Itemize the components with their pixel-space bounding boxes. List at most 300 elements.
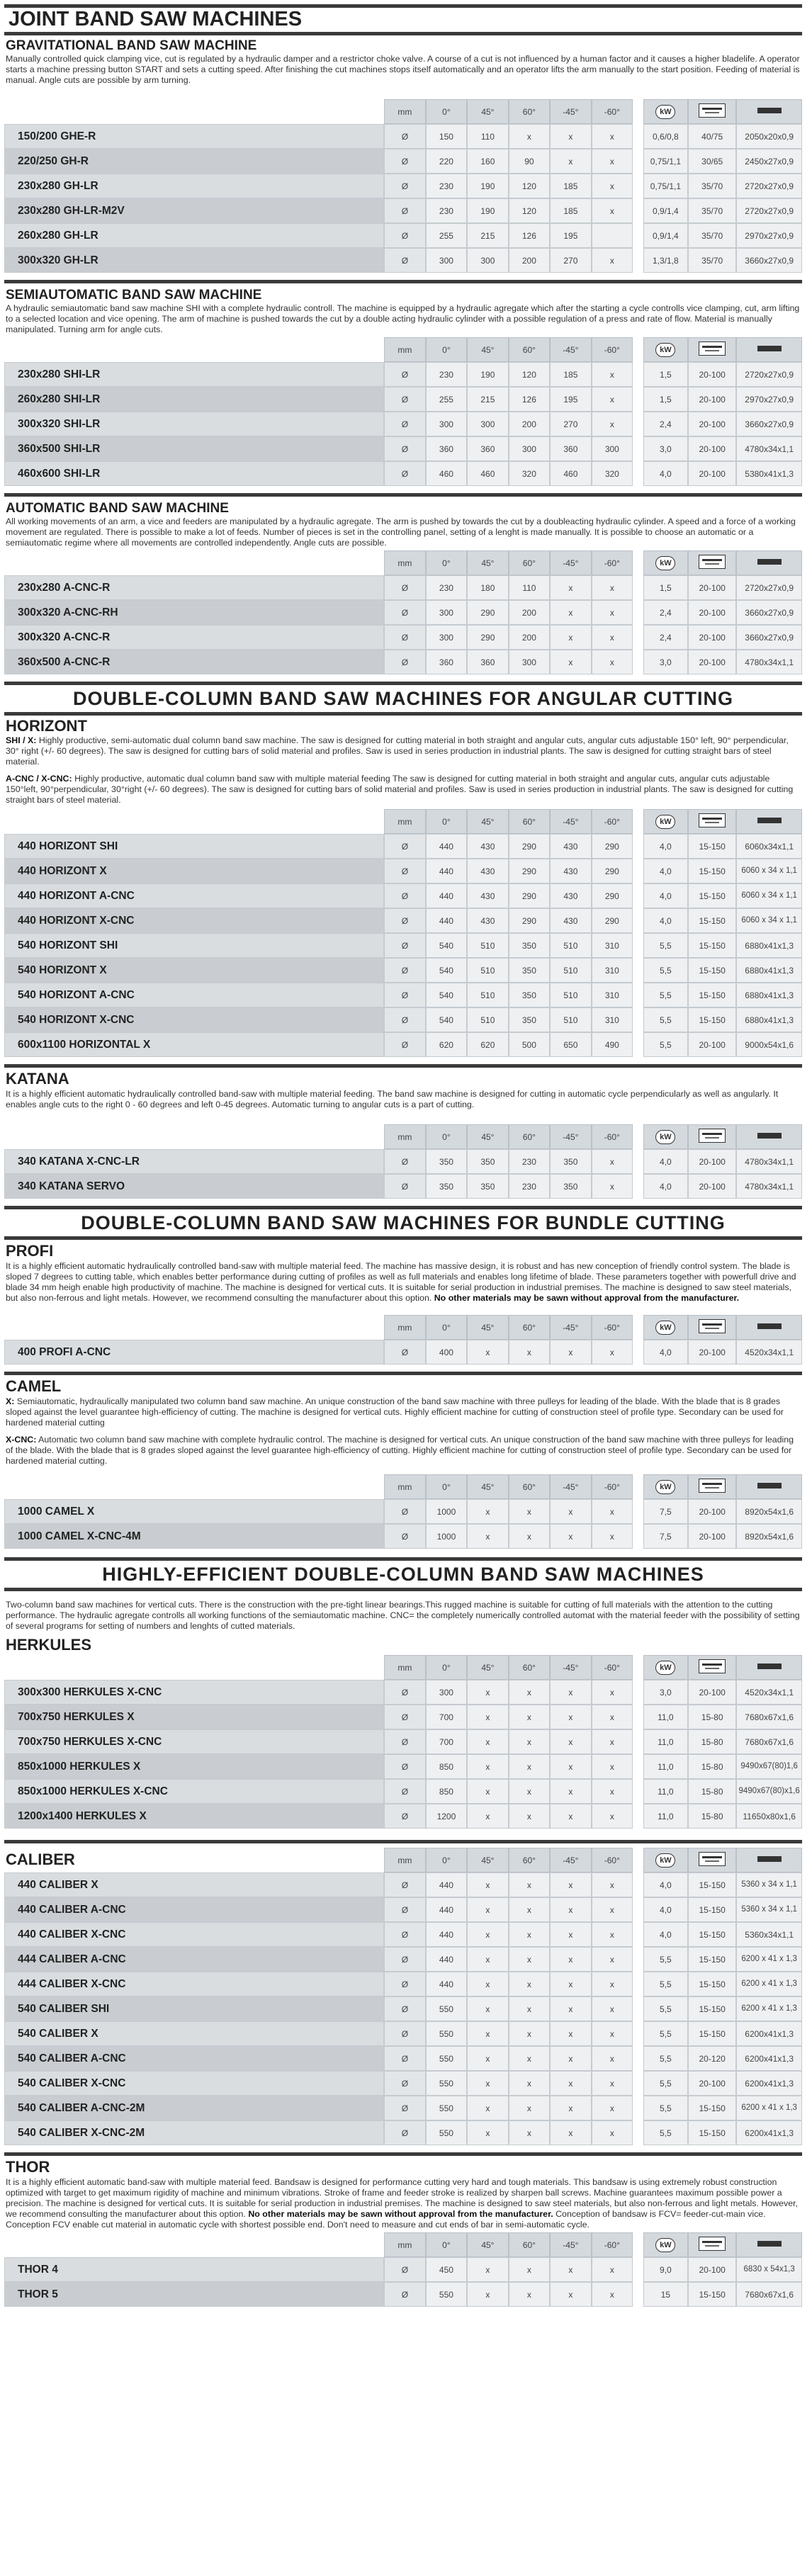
- cell-value: 2720x27x0,9: [736, 198, 802, 223]
- dims-header: [736, 809, 802, 834]
- cell-value: 540: [426, 1007, 467, 1032]
- cell-value: Ø: [384, 1996, 425, 2021]
- cell-value: x: [509, 1897, 550, 1922]
- cell-value: x: [509, 1972, 550, 1996]
- cell-value: x: [467, 2046, 508, 2071]
- table-row: [4, 1705, 802, 1729]
- speed-header: [688, 1655, 736, 1680]
- column-gap: [633, 1897, 643, 1922]
- cell-value: 440: [426, 1872, 467, 1897]
- kw-icon: kW: [655, 815, 675, 829]
- column-gap: [633, 1848, 643, 1872]
- cell-value: 7,5: [643, 1524, 688, 1549]
- cell-value: x: [509, 2071, 550, 2096]
- model-name: 540 HORIZONT A-CNC: [4, 983, 384, 1007]
- cell-value: 8920x54x1,6: [736, 1524, 802, 1549]
- column-gap: [633, 1655, 643, 1680]
- cell-value: x: [592, 600, 633, 625]
- cell-value: 0,9/1,4: [643, 198, 688, 223]
- kw-header: [643, 1655, 688, 1680]
- cell-value: 700: [426, 1729, 467, 1754]
- cell-value: 430: [550, 834, 591, 859]
- cell-value: Ø: [384, 983, 425, 1007]
- column-gap: [633, 362, 643, 387]
- header-spacer: [4, 337, 384, 362]
- cell-value: 320: [509, 461, 550, 486]
- cell-value: 120: [509, 198, 550, 223]
- cell-value: Ø: [384, 2096, 425, 2120]
- table-row: [4, 834, 802, 859]
- cell-value: 460: [550, 461, 591, 486]
- column-gap: [633, 436, 643, 461]
- cell-value: 300: [509, 436, 550, 461]
- cell-value: 440: [426, 1972, 467, 1996]
- column-gap: [633, 1149, 643, 1174]
- column-gap: [633, 1729, 643, 1754]
- cell-value: 2,4: [643, 600, 688, 625]
- cell-value: 15-150: [688, 2120, 736, 2145]
- column-gap: [633, 908, 643, 933]
- cell-value: 20-100: [688, 650, 736, 674]
- cell-value: 550: [426, 2120, 467, 2145]
- cell-value: x: [467, 2282, 508, 2307]
- desc-bold: SHI / X:: [6, 735, 37, 745]
- cell-value: 5,5: [643, 2021, 688, 2046]
- cell-value: 11,0: [643, 1705, 688, 1729]
- cell-value: 550: [426, 2046, 467, 2071]
- cell-value: x: [592, 1499, 633, 1524]
- cell-value: 6200x41x1,3: [736, 2071, 802, 2096]
- cell-value: 15: [643, 2282, 688, 2307]
- cell-value: 7680x67x1,6: [736, 2282, 802, 2307]
- model-name: 340 KATANA SERVO: [4, 1174, 384, 1199]
- column-gap: [633, 625, 643, 650]
- cell-value: 5,5: [643, 1996, 688, 2021]
- cell-value: 5,5: [643, 1032, 688, 1057]
- model-name: 440 CALIBER X: [4, 1872, 384, 1897]
- cell-value: x: [592, 1996, 633, 2021]
- cell-value: x: [550, 1705, 591, 1729]
- cell-value: x: [509, 2046, 550, 2071]
- cell-value: 120: [509, 174, 550, 198]
- cell-value: x: [509, 1340, 550, 1365]
- cell-value: x: [592, 1922, 633, 1947]
- spec-table: [4, 550, 802, 674]
- blade-speed-icon: [699, 813, 726, 827]
- cell-value: x: [509, 1804, 550, 1829]
- cell-value: 440: [426, 859, 467, 883]
- table-header-row: [4, 1124, 802, 1149]
- column-header: 45°: [467, 1655, 508, 1680]
- cell-value: 350: [550, 1149, 591, 1174]
- blade-speed-icon: [699, 1659, 726, 1673]
- cell-value: 230: [426, 174, 467, 198]
- cell-value: 400: [426, 1340, 467, 1365]
- cell-value: Ø: [384, 461, 425, 486]
- cell-value: x: [467, 1872, 508, 1897]
- subtitle-profi: PROFI: [6, 1242, 54, 1260]
- cell-value: 230: [426, 198, 467, 223]
- header-spacer: [4, 1315, 384, 1340]
- table-row: [4, 1804, 802, 1829]
- kw-header: [643, 550, 688, 575]
- cell-value: 5360 x 34 x 1,1: [736, 1897, 802, 1922]
- cell-value: 350: [467, 1174, 508, 1199]
- dims-header: [736, 99, 802, 124]
- cell-value: 550: [426, 1996, 467, 2021]
- cell-value: 290: [509, 908, 550, 933]
- column-header: 60°: [509, 1315, 550, 1340]
- cell-value: 6830 x 54x1,3: [736, 2257, 802, 2282]
- cell-value: Ø: [384, 2071, 425, 2096]
- cell-value: 3660x27x0,9: [736, 248, 802, 273]
- speed-header: [688, 337, 736, 362]
- cell-value: Ø: [384, 933, 425, 958]
- cell-value: 4,0: [643, 859, 688, 883]
- model-name: 540 CALIBER A-CNC-2M: [4, 2096, 384, 2120]
- column-gap: [633, 387, 643, 412]
- speed-header: [688, 809, 736, 834]
- cell-value: 20-100: [688, 2071, 736, 2096]
- table-row: [4, 1972, 802, 1996]
- cell-value: 310: [592, 958, 633, 983]
- spec-table-thor: [4, 2232, 802, 2307]
- column-header: -60°: [592, 99, 633, 124]
- dims-header: [736, 550, 802, 575]
- cell-value: 550: [426, 2282, 467, 2307]
- desc-bold: X-CNC:: [6, 1435, 37, 1445]
- cell-value: 15-150: [688, 1922, 736, 1947]
- section-title-efficient: HIGHLY-EFFICIENT DOUBLE-COLUMN BAND SAW MACHINES: [102, 1564, 704, 1585]
- cell-value: 3660x27x0,9: [736, 412, 802, 436]
- cell-value: 9,0: [643, 2257, 688, 2282]
- caliber-block: [4, 1848, 802, 2145]
- cell-value: 650: [550, 1032, 591, 1057]
- cell-value: 190: [467, 198, 508, 223]
- cell-value: 1,5: [643, 362, 688, 387]
- model-name: 300x320 GH-LR: [4, 248, 384, 273]
- cell-value: 35/70: [688, 174, 736, 198]
- dimensions-icon: [755, 1129, 784, 1143]
- cell-value: 6200x41x1,3: [736, 2120, 802, 2145]
- cell-value: 270: [550, 248, 591, 273]
- cell-value: x: [550, 1680, 591, 1705]
- cell-value: x: [509, 1872, 550, 1897]
- cell-value: Ø: [384, 650, 425, 674]
- column-header: 45°: [467, 1474, 508, 1499]
- cell-value: 20-100: [688, 1680, 736, 1705]
- cell-value: 1200: [426, 1804, 467, 1829]
- cell-value: 6880x41x1,3: [736, 933, 802, 958]
- speed-header: [688, 1474, 736, 1499]
- cell-value: x: [550, 2257, 591, 2282]
- cell-value: Ø: [384, 1680, 425, 1705]
- cell-value: x: [592, 248, 633, 273]
- cell-value: x: [592, 387, 633, 412]
- cell-value: 320: [592, 461, 633, 486]
- cell-value: 510: [467, 983, 508, 1007]
- model-name: 700x750 HERKULES X: [4, 1705, 384, 1729]
- cell-value: x: [550, 1972, 591, 1996]
- column-gap: [633, 2232, 643, 2257]
- cell-value: 310: [592, 933, 633, 958]
- blade-speed-icon: [699, 1479, 726, 1493]
- cell-value: 0,9/1,4: [643, 223, 688, 248]
- cell-value: 620: [426, 1032, 467, 1057]
- cell-value: 4,0: [643, 883, 688, 908]
- cell-value: x: [509, 1779, 550, 1804]
- table-row: [4, 1947, 802, 1972]
- column-gap: [633, 575, 643, 600]
- cell-value: 4780x34x1,1: [736, 1174, 802, 1199]
- cell-value: x: [509, 1922, 550, 1947]
- cell-value: 20-100: [688, 575, 736, 600]
- cell-value: Ø: [384, 198, 425, 223]
- model-name: 850x1000 HERKULES X: [4, 1754, 384, 1779]
- cell-value: 255: [426, 223, 467, 248]
- kw-header: [643, 337, 688, 362]
- cell-value: 120: [509, 362, 550, 387]
- desc-gravitational: Manually controlled quick clamping vice, cut is regulated by a hydraulic damper and a restrictor choke valve. A course of a cut is not influenced by a human factor and it causes a higher bladelife. A operator starts a machine pressing button START and sets a cutting speed. After finishing the cut machines stops itself automatically and an operator lifts the arm manually to the start position. Feeding of material is manual. Angle cuts are possible by arm turning.: [6, 54, 800, 85]
- cell-value: 440: [426, 1922, 467, 1947]
- table-row: [4, 248, 802, 273]
- column-gap: [633, 2120, 643, 2145]
- cell-value: 6060 x 34 x 1,1: [736, 908, 802, 933]
- column-gap: [633, 461, 643, 486]
- table-row: [4, 2021, 802, 2046]
- cell-value: x: [592, 1897, 633, 1922]
- table-header-row: [4, 2232, 802, 2257]
- cell-value: 126: [509, 223, 550, 248]
- column-header: -45°: [550, 99, 591, 124]
- cell-value: 550: [426, 2096, 467, 2120]
- cell-value: Ø: [384, 1705, 425, 1729]
- table-row: [4, 1149, 802, 1174]
- cell-value: 5,5: [643, 2046, 688, 2071]
- cell-value: x: [550, 575, 591, 600]
- cell-value: 6200 x 41 x 1,3: [736, 1947, 802, 1972]
- spec-table: [4, 809, 802, 1057]
- cell-value: 15-150: [688, 1897, 736, 1922]
- table-row: [4, 198, 802, 223]
- kw-header: [643, 1474, 688, 1499]
- cell-value: 35/70: [688, 248, 736, 273]
- cell-value: x: [592, 412, 633, 436]
- column-gap: [633, 1705, 643, 1729]
- header-spacer: [4, 809, 384, 834]
- table-row: [4, 1032, 802, 1057]
- column-gap: [633, 1680, 643, 1705]
- cell-value: x: [509, 1729, 550, 1754]
- table-row: [4, 2096, 802, 2120]
- cell-value: 35/70: [688, 198, 736, 223]
- cell-value: 15-80: [688, 1729, 736, 1754]
- dims-header: [736, 1655, 802, 1680]
- cell-value: 11650x80x1,6: [736, 1804, 802, 1829]
- cell-value: 20-100: [688, 1032, 736, 1057]
- cell-value: 300: [426, 600, 467, 625]
- header-spacer: [4, 1474, 384, 1499]
- cell-value: 110: [509, 575, 550, 600]
- model-name: 850x1000 HERKULES X-CNC: [4, 1779, 384, 1804]
- cell-value: 230: [509, 1174, 550, 1199]
- cell-value: x: [550, 1754, 591, 1779]
- dimensions-icon: [755, 555, 784, 569]
- cell-value: 540: [426, 983, 467, 1007]
- cell-value: 7680x67x1,6: [736, 1729, 802, 1754]
- dimensions-icon: [755, 2237, 784, 2251]
- cell-value: 180: [467, 575, 508, 600]
- kw-header: [643, 2232, 688, 2257]
- table-row: [4, 149, 802, 174]
- spec-table-herkules: [4, 1655, 802, 1829]
- column-gap: [633, 99, 643, 124]
- kw-icon: kW: [655, 556, 675, 570]
- cell-value: 5,5: [643, 958, 688, 983]
- cell-value: x: [550, 149, 591, 174]
- cell-value: 850: [426, 1779, 467, 1804]
- cell-value: Ø: [384, 859, 425, 883]
- cell-value: x: [592, 1340, 633, 1365]
- cell-value: 5,5: [643, 2120, 688, 2145]
- cell-value: 6880x41x1,3: [736, 983, 802, 1007]
- cell-value: 5,5: [643, 1972, 688, 1996]
- cell-value: 20-100: [688, 1340, 736, 1365]
- cell-value: 15-150: [688, 2096, 736, 2120]
- cell-value: 360: [467, 650, 508, 674]
- cell-value: x: [509, 1754, 550, 1779]
- cell-value: 215: [467, 387, 508, 412]
- table-row: [4, 174, 802, 198]
- model-name: 440 HORIZONT A-CNC: [4, 883, 384, 908]
- blade-speed-icon: [699, 1319, 726, 1333]
- table-header-row: [4, 550, 802, 575]
- cell-value: Ø: [384, 362, 425, 387]
- column-gap: [633, 1174, 643, 1199]
- cell-value: Ø: [384, 174, 425, 198]
- table-row: [4, 1007, 802, 1032]
- cell-value: 460: [426, 461, 467, 486]
- cell-value: 440: [426, 908, 467, 933]
- cell-value: 230: [426, 575, 467, 600]
- model-name: 440 CALIBER A-CNC: [4, 1897, 384, 1922]
- cell-value: 5,5: [643, 2071, 688, 2096]
- column-header: 60°: [509, 1655, 550, 1680]
- cell-value: 1,5: [643, 387, 688, 412]
- column-gap: [633, 1779, 643, 1804]
- cell-value: x: [550, 1872, 591, 1897]
- cell-value: 20-100: [688, 2257, 736, 2282]
- cell-value: x: [467, 1729, 508, 1754]
- model-name: 230x280 SHI-LR: [4, 362, 384, 387]
- table-row: [4, 1779, 802, 1804]
- cell-value: 510: [550, 958, 591, 983]
- column-header: -60°: [592, 1848, 633, 1872]
- cell-value: 310: [592, 1007, 633, 1032]
- cell-value: 6060x34x1,1: [736, 834, 802, 859]
- cell-value: 15-80: [688, 1754, 736, 1779]
- desc-thor: [4, 2177, 802, 2232]
- cell-value: [592, 223, 633, 248]
- cell-value: x: [592, 2096, 633, 2120]
- desc-semiautomatic: A hydraulic semiautomatic band saw machine SHI with a complete hydraulic controll. The machine is equipped by a hydraulic agregate which after the starting a cycle controlls vice clamping, cut, arm lifting to a selected location and vice opening. The arm of machine is pushed towards the cut by a double acting hydraulic cylinder with a possible regulation of a press and rate of flow. Material is manually manipulated. Turning arm for angle cuts.: [6, 303, 800, 334]
- cell-value: Ø: [384, 1754, 425, 1779]
- column-gap: [633, 2046, 643, 2071]
- cell-value: x: [592, 575, 633, 600]
- cell-value: 2,4: [643, 412, 688, 436]
- cell-value: x: [592, 174, 633, 198]
- cell-value: 540: [426, 933, 467, 958]
- cell-value: x: [467, 2257, 508, 2282]
- model-name: 1000 CAMEL X: [4, 1499, 384, 1524]
- subtitle-caliber: CALIBER: [6, 1851, 75, 1868]
- cell-value: x: [550, 1779, 591, 1804]
- cell-value: x: [550, 650, 591, 674]
- table-row: [4, 600, 802, 625]
- cell-value: 215: [467, 223, 508, 248]
- cell-value: 440: [426, 1897, 467, 1922]
- column-header: 60°: [509, 337, 550, 362]
- cell-value: x: [509, 1705, 550, 1729]
- cell-value: 230: [509, 1149, 550, 1174]
- cell-value: x: [550, 1922, 591, 1947]
- table-row: [4, 1524, 802, 1549]
- column-header: 60°: [509, 1848, 550, 1872]
- cell-value: x: [467, 2071, 508, 2096]
- cell-value: x: [550, 1804, 591, 1829]
- column-header: 45°: [467, 1848, 508, 1872]
- desc-text: Highly productive, automatic dual column band saw with multiple material feeding The saw is designed for cutting material in both straight and angular cuts, angular cuts adjustable 150°left, 90°perpendicular, 30°right (+/- 60 degrees). The saw is designed for cutting bars of solid material and profiles. Saw is used in series production in industrial plants. The saw is designed for cutting straight bars of steel material.: [6, 774, 794, 805]
- cell-value: 430: [467, 859, 508, 883]
- column-header: -60°: [592, 2232, 633, 2257]
- cell-value: x: [592, 124, 633, 149]
- column-header: -60°: [592, 1315, 633, 1340]
- cell-value: x: [550, 1996, 591, 2021]
- cell-value: 15-150: [688, 958, 736, 983]
- column-gap: [633, 1947, 643, 1972]
- column-header: 45°: [467, 99, 508, 124]
- column-header: -45°: [550, 1848, 591, 1872]
- cell-value: 6200x41x1,3: [736, 2046, 802, 2071]
- column-header: 0°: [426, 1124, 467, 1149]
- model-name: 600x1100 HORIZONTAL X: [4, 1032, 384, 1057]
- cell-value: 15-150: [688, 1947, 736, 1972]
- kw-icon: kW: [655, 1661, 675, 1675]
- cell-value: 15-150: [688, 1996, 736, 2021]
- cell-value: 450: [426, 2257, 467, 2282]
- cell-value: Ø: [384, 2021, 425, 2046]
- cell-value: 126: [509, 387, 550, 412]
- spec-table: [4, 1124, 802, 1199]
- cell-value: 0,75/1,1: [643, 149, 688, 174]
- cell-value: 350: [509, 958, 550, 983]
- table-row: [4, 1754, 802, 1779]
- cell-value: 3,0: [643, 1680, 688, 1705]
- cell-value: Ø: [384, 1149, 425, 1174]
- cell-value: x: [592, 1705, 633, 1729]
- blade-speed-icon: [699, 2237, 726, 2251]
- cell-value: 430: [550, 883, 591, 908]
- cell-value: 15-80: [688, 1804, 736, 1829]
- cell-value: Ø: [384, 1524, 425, 1549]
- column-header: -60°: [592, 337, 633, 362]
- cell-value: 4,0: [643, 1149, 688, 1174]
- cell-value: 6200 x 41 x 1,3: [736, 1972, 802, 1996]
- table-row: [4, 1340, 802, 1365]
- column-gap: [633, 933, 643, 958]
- column-header: -45°: [550, 550, 591, 575]
- cell-value: 8920x54x1,6: [736, 1499, 802, 1524]
